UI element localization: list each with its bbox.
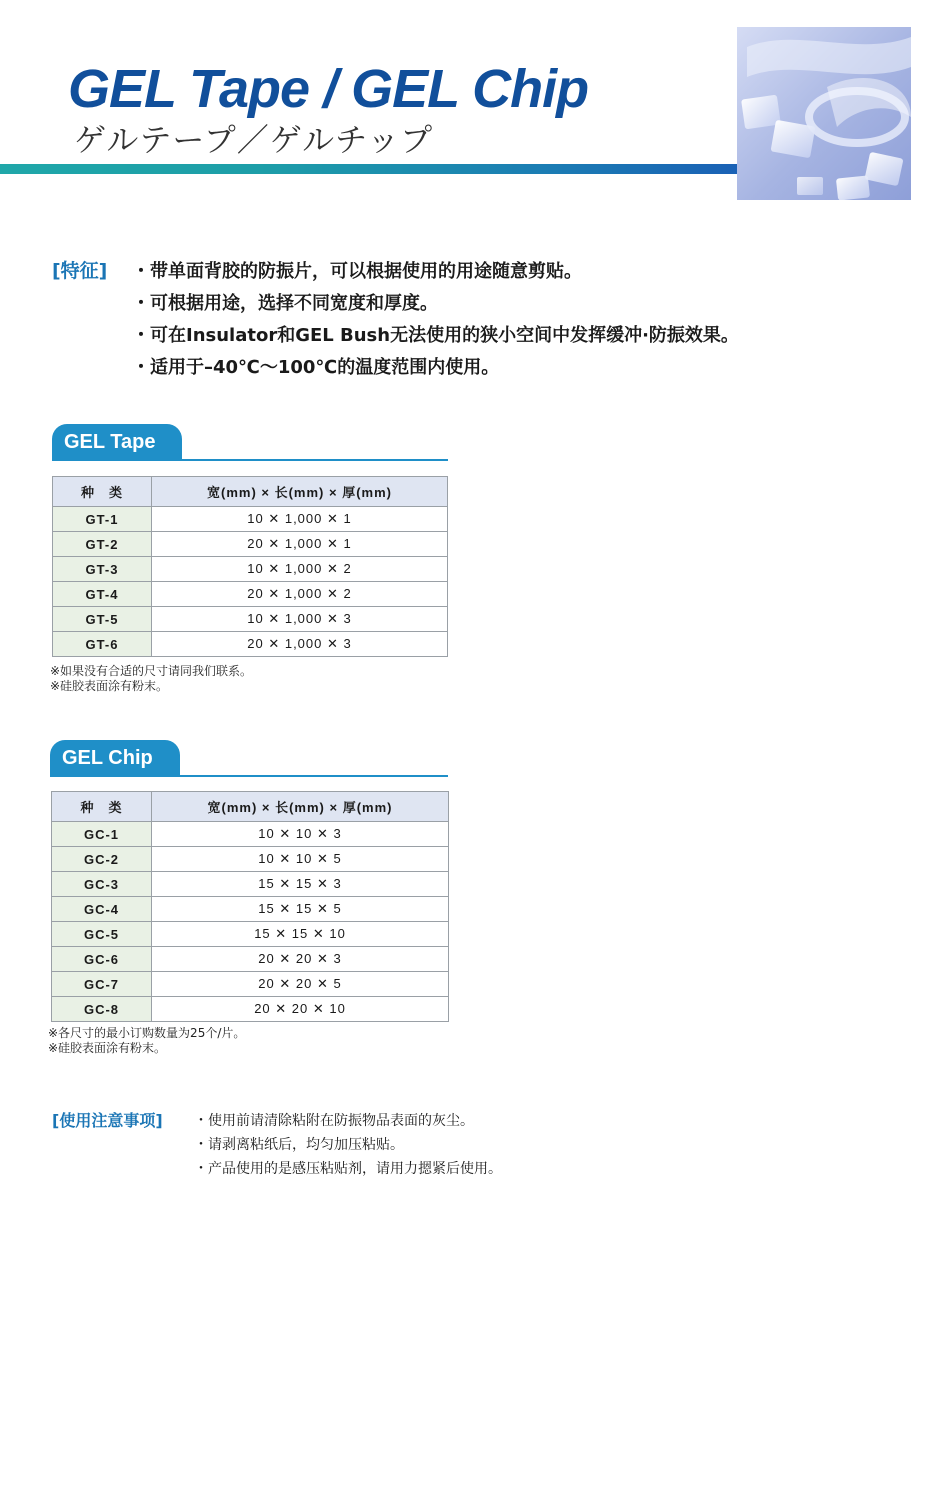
gel-chip-tab: GEL Chip (50, 740, 180, 777)
table-cell-size: 10 ✕ 10 ✕ 5 (152, 847, 449, 872)
table-cell-code: GC-1 (52, 822, 152, 847)
page-title: GEL Tape / GEL Chip (68, 59, 589, 119)
table-header-type: 种 类 (52, 792, 152, 822)
table-row (53, 557, 448, 582)
gel-tape-tab: GEL Tape (52, 424, 182, 461)
table-cell-size: 10 ✕ 1,000 ✕ 1 (152, 507, 448, 532)
gel-tape-table (52, 476, 448, 657)
table-cell-code: GC-8 (52, 997, 152, 1022)
table-cell-code: GC-2 (52, 847, 152, 872)
table-row (52, 847, 449, 872)
table-cell-size: 20 ✕ 1,000 ✕ 2 (152, 582, 448, 607)
table-row (52, 997, 449, 1022)
table-row (53, 532, 448, 557)
table-row (52, 922, 449, 947)
cautions-list (194, 1109, 502, 1181)
note-text: ※如果没有合适的尺寸请同我们联系。 (50, 664, 253, 678)
table-cell-size: 15 ✕ 15 ✕ 3 (152, 872, 449, 897)
table-header-dimensions: 宽(mm) × 长(mm) × 厚(mm) (152, 477, 448, 507)
table-cell-size: 15 ✕ 15 ✕ 5 (152, 897, 449, 922)
caution-item: ・使用前请清除粘附在防振物品表面的灰尘。 (194, 1113, 474, 1129)
feature-item: ・可根据用途，选择不同宽度和厚度。 (132, 293, 438, 314)
table-cell-size: 20 ✕ 1,000 ✕ 1 (152, 532, 448, 557)
table-row (53, 582, 448, 607)
gel-tape-notes (50, 664, 252, 694)
table-cell-size: 10 ✕ 1,000 ✕ 3 (152, 607, 448, 632)
gel-chip-table (51, 791, 449, 1022)
gel-tape-tab-underline (52, 459, 448, 461)
table-cell-size: 15 ✕ 15 ✕ 10 (152, 922, 449, 947)
table-row (52, 972, 449, 997)
table-row (53, 607, 448, 632)
feature-item: ・适用于–40℃～100℃的温度范围内使用。 (132, 357, 500, 378)
table-cell-code: GT-5 (53, 607, 152, 632)
table-row (52, 822, 449, 847)
feature-item: ・带单面背胶的防振片，可以根据使用的用途随意剪贴。 (132, 261, 582, 282)
table-row (53, 507, 448, 532)
table-cell-code: GT-3 (53, 557, 152, 582)
product-photo (737, 27, 911, 200)
table-cell-size: 20 ✕ 20 ✕ 5 (152, 972, 449, 997)
table-cell-code: GC-5 (52, 922, 152, 947)
table-row (52, 947, 449, 972)
gel-chip-notes (48, 1026, 245, 1056)
table-cell-size: 10 ✕ 10 ✕ 3 (152, 822, 449, 847)
cautions-label: [使用注意事项] (52, 1111, 163, 1130)
note-text: ※各尺寸的最小订购数量为25个/片。 (48, 1026, 246, 1040)
caution-item: ・请剥离粘纸后，均匀加压粘贴。 (194, 1137, 404, 1153)
table-cell-code: GT-2 (53, 532, 152, 557)
table-row (52, 897, 449, 922)
gel-chip-tab-underline (50, 775, 448, 777)
page-subtitle: ゲルテープ／ゲルチップ (74, 121, 434, 159)
table-cell-size: 20 ✕ 1,000 ✕ 3 (152, 632, 448, 657)
note-text: ※硅胶表面涂有粉末。 (48, 1041, 167, 1055)
features-list (132, 256, 739, 384)
table-cell-size: 20 ✕ 20 ✕ 10 (152, 997, 449, 1022)
table-cell-code: GC-3 (52, 872, 152, 897)
table-row (52, 872, 449, 897)
table-header-dimensions: 宽(mm) × 长(mm) × 厚(mm) (152, 792, 449, 822)
table-cell-code: GC-4 (52, 897, 152, 922)
table-cell-code: GC-7 (52, 972, 152, 997)
table-row (53, 632, 448, 657)
features-label: [特征] (52, 260, 108, 282)
table-cell-code: GT-4 (53, 582, 152, 607)
table-cell-size: 20 ✕ 20 ✕ 3 (152, 947, 449, 972)
table-header-type: 种 类 (53, 477, 152, 507)
feature-item: ・可在Insulator和GEL Bush无法使用的狭小空间中发挥缓冲·防振效果。 (132, 325, 739, 346)
table-cell-code: GC-6 (52, 947, 152, 972)
table-cell-code: GT-6 (53, 632, 152, 657)
header-gradient-bar (0, 164, 737, 174)
table-cell-size: 10 ✕ 1,000 ✕ 2 (152, 557, 448, 582)
table-cell-code: GT-1 (53, 507, 152, 532)
note-text: ※硅胶表面涂有粉末。 (50, 679, 169, 693)
caution-item: ・产品使用的是感压粘贴剂，请用力摁紧后使用。 (194, 1161, 502, 1177)
